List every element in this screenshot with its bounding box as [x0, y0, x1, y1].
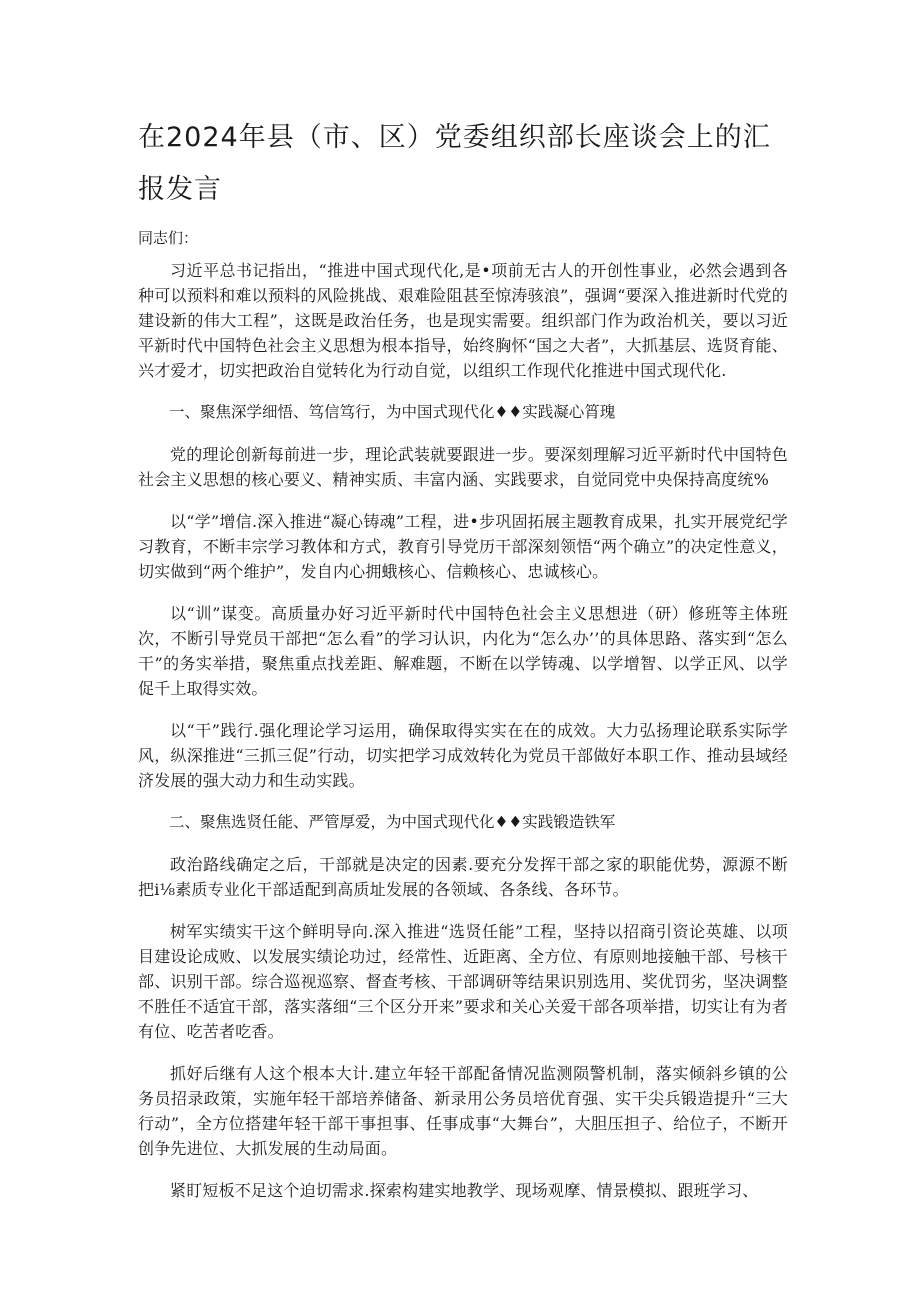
- paragraph: 政治路线确定之后，干部就是决定的因素.要充分发挥干部之家的职能优势，源源不断把i⅛素质专业化干部适配到高质址发展的各领域、各条线、各环节。: [138, 855, 788, 899]
- paragraph: 紧盯短板不足这个迫切需求.探索构建实地教学、现场观摩、情景模拟、跟班学习、: [170, 1181, 759, 1200]
- paragraph: 以“干”践行.强化理论学习运用，确保取得实实在在的成效。大力弘扬理论联系实际学风，纵深推进“三抓三促”行动，切实把学习成效转化为党员干部做好本职工作、推动县域经济发展的强大动力和生动实践。: [138, 721, 788, 790]
- document-title: 在2024年县（市、区）党委组织部长座谈会上的汇报发言: [138, 122, 771, 205]
- section-heading-2: 二、聚焦选贤任能、严管厚爱，为中国式现代化♦♦实践锻造铁军: [169, 813, 616, 831]
- paragraph: 树军实绩实干这个鲜明导向.深入推进“选贤任能”工程，坚持以招商引资论英雄、以项目建设论成败、以发展实绩论功过，经常性、近距离、全方位、有原则地接触干部、号核干部、识别干部。综合巡视巡察、督查考核、干部调研等结果识别选用、奖优罚劣，坚决调整不胜任不适宜干部，落实落细“三个区分开来”要求和关心关爱干部各项举措，切实让有为者有位、吃苦者吃香。: [138, 922, 788, 1041]
- paragraph: 抓好后继有人这个根本大计.建立年轻干部配备情况监测陨警机制，落实倾斜乡镇的公务员招录政策，实施年轻干部培养储备、新录用公务员培优育强、实干尖兵锻造提升“三大行动”，全方位搭建年轻干部干事担事、任事成事“大舞台”，大胆压担子、给位子，不断开创争先进位、大抓发展的生动局面。: [138, 1064, 788, 1158]
- paragraph: 党的理论创新每前进一步，理论武装就要跟进一步。要深刻理解习近平新时代中国特色社会主义思想的核心要义、精神实质、丰富内涵、实践要求，自觉同党中央保持高度统%: [138, 445, 788, 489]
- document-body: [138, 258, 788, 1220]
- section-heading-1: 一、聚焦深学细悟、笃信笃行，为中国式现代化♦♦实践凝心筲瑰: [169, 403, 616, 421]
- paragraph: 以“训”谋变。高质量办好习近平新时代中国特色社会主义思想进（研）修班等主体班次，不断引导党员干部把“怎么看”的学习认识，内化为“怎么办’’的具体思路、落实到“怎么干”的务实举措，聚焦重点找差距、解难题，不断在以学铸魂、以学增智、以学正风、以学促千上取得实效。: [138, 604, 788, 698]
- paragraph: 以“学”增信.深入推进“凝心铸魂”工程，进•步巩固拓展主题教育成果，扎实开展党纪学习教育，不断丰宗学习教体和方式，教育引导党历干部深刻领悟“两个确立”的决定性意义，切实做到“两个维护”，发自内心拥蛾核心、信赖核心、忠诚核心。: [138, 512, 788, 581]
- paragraph-intro: 习近平总书记指出，“推进中国式现代化,是•项前无古人的开创性事业，必然会遇到各种可以预料和难以预料的风险挑战、艰难险阻甚至惊涛骇浪”，强调“要深入推进新时代党的建设新的伟大工程”，这既是政治任务，也是现实需要。组织部门作为政治机关，要以习近平新时代中国特色社会主义思想为根本指导，始终胸怀“国之大者”，大抓基层、选贤育能、兴才爱才，切实把政治自觉转化为行动自觉，以组织工作现代化推进中国式现代化.: [138, 261, 788, 380]
- salutation: 同志们：: [138, 229, 199, 247]
